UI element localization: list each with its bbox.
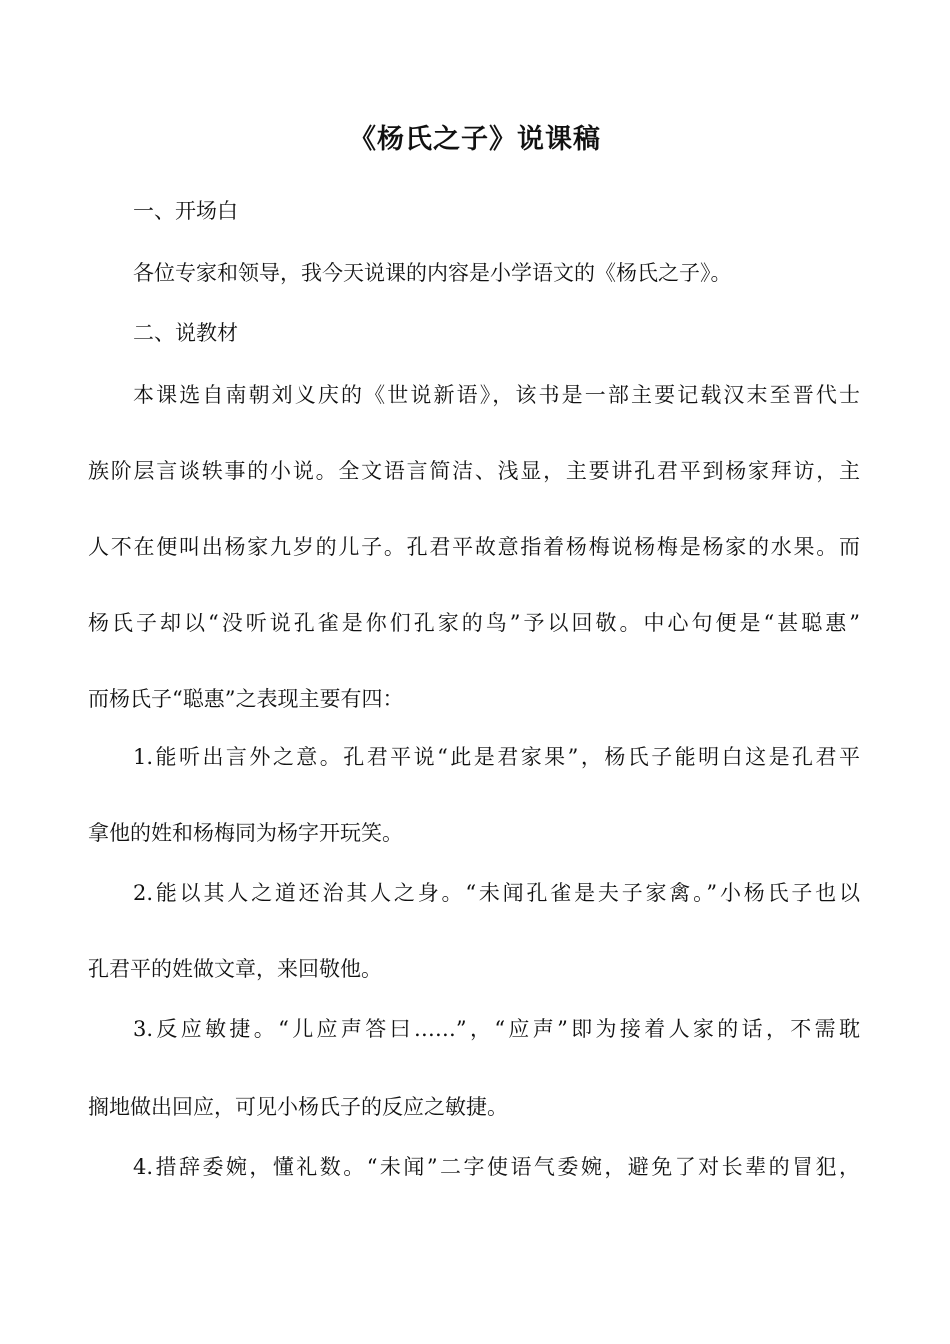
list-item-line: 1.能听出言外之意。孔君平说“此是君家果”，杨氏子能明白这是孔君平 <box>133 745 860 769</box>
list-item-line: 3.反应敏捷。“儿应声答曰……”，“应声”即为接着人家的话，不需耽 <box>133 1017 860 1041</box>
paragraph-line: 杨氏子却以“没听说孔雀是你们孔家的鸟”予以回敬。中心句便是“甚聪惠” <box>88 611 860 635</box>
document-title: 《杨氏之子》说课稿 <box>349 124 601 155</box>
paragraph-line: 族阶层言谈轶事的小说。全文语言简洁、浅显，主要讲孔君平到杨家拜访，主 <box>88 459 860 483</box>
paragraph-line: 本课选自南朝刘义庆的《世说新语》，该书是一部主要记载汉末至晋代士 <box>133 383 860 407</box>
list-item-line: 孔君平的姓做文章，来回敬他。 <box>88 957 382 981</box>
section-heading-textbook: 二、说教材 <box>133 321 238 345</box>
paragraph-line: 各位专家和领导，我今天说课的内容是小学语文的《杨氏之子》。 <box>133 261 732 285</box>
list-item-line: 2.能以其人之道还治其人之身。“未闻孔雀是夫子家禽。”小杨氏子也以 <box>133 881 860 905</box>
list-item-line: 4.措辞委婉，懂礼数。“未闻”二字使语气委婉，避免了对长辈的冒犯， <box>133 1155 860 1179</box>
paragraph-line: 而杨氏子“聪惠”之表现主要有四： <box>88 687 404 711</box>
list-item-line: 搁地做出回应，可见小杨氏子的反应之敏捷。 <box>88 1095 508 1119</box>
section-heading-opening: 一、开场白 <box>133 199 238 223</box>
paragraph-line: 人不在便叫出杨家九岁的儿子。孔君平故意指着杨梅说杨梅是杨家的水果。而 <box>88 535 860 559</box>
list-item-line: 拿他的姓和杨梅同为杨字开玩笑。 <box>88 821 403 845</box>
